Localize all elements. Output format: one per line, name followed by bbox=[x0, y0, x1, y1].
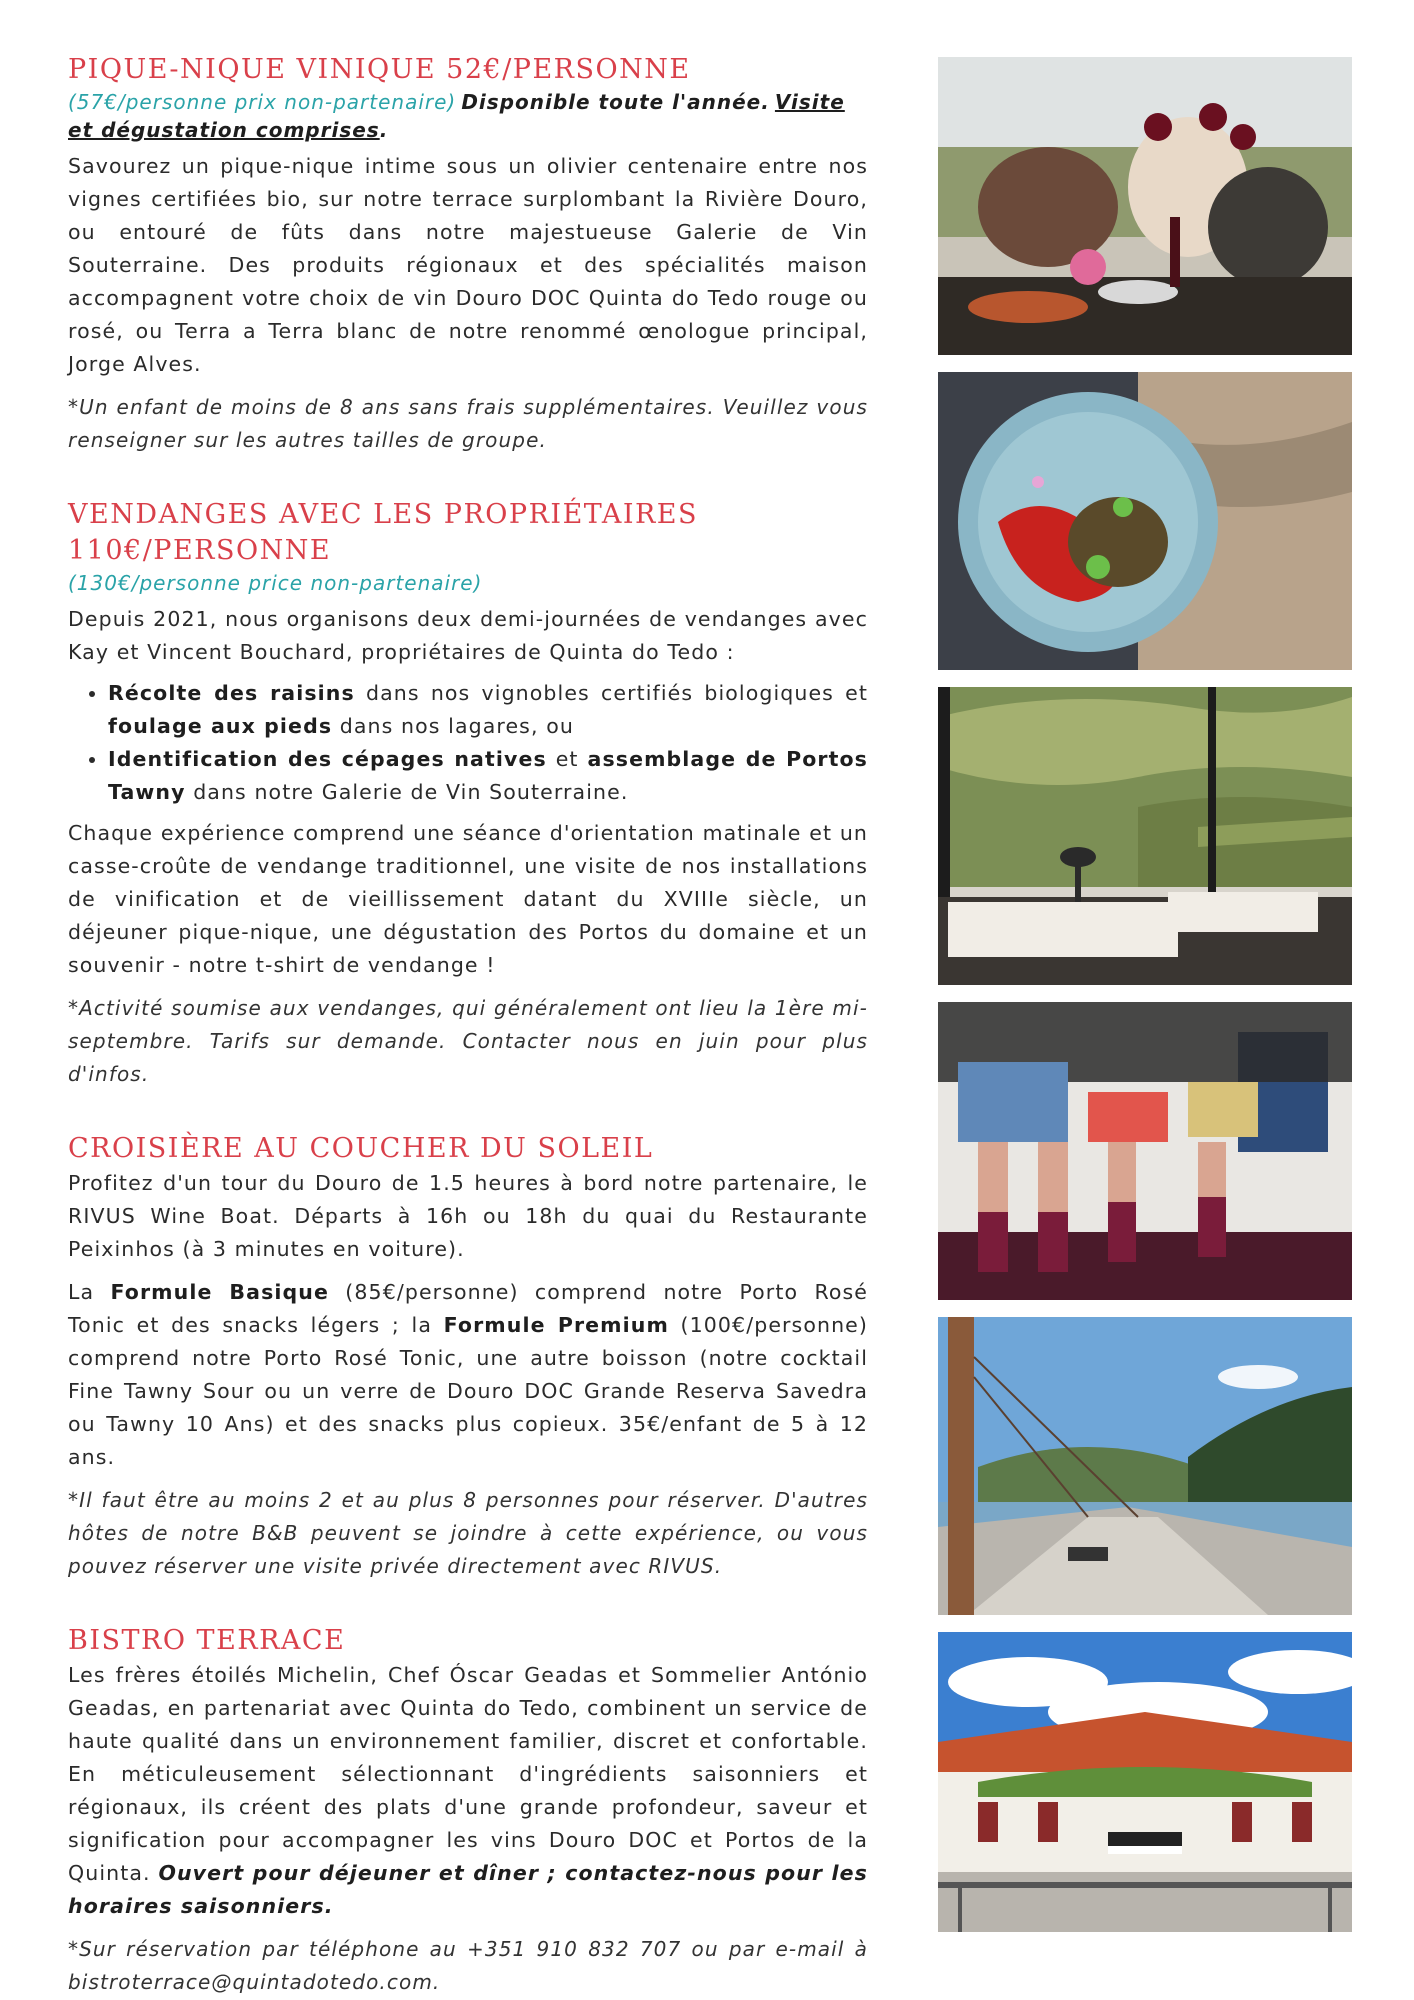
harvest-bullet-1-text-a: dans nos vignobles certifiés biologiques et bbox=[354, 681, 869, 705]
cruise-formula-basic: Formule Basique bbox=[110, 1280, 329, 1304]
section-bistro bbox=[68, 1623, 868, 1999]
harvest-bullet-1-bold-b: foulage aux pieds bbox=[108, 714, 333, 738]
harvest-bullet-1-bold-a: Récolte des raisins bbox=[108, 681, 355, 705]
bistro-note bbox=[68, 1933, 868, 1999]
bistro-email-link[interactable]: bistroterrace@quintadotedo.com bbox=[68, 1970, 433, 1994]
bistro-hours: Ouvert pour déjeuner et dîner ; contactez-nous pour les horaires saisonniers. bbox=[68, 1861, 868, 1918]
harvest-bullet-2-bold-a: Identification des cépages natives bbox=[108, 747, 547, 771]
bistro-body bbox=[68, 1659, 868, 1923]
picnic-title: PIQUE-NIQUE VINIQUE 52€/PERSONNE bbox=[68, 54, 691, 85]
shrimp-dish-image bbox=[938, 372, 1352, 670]
cruise-formulas-a: La bbox=[68, 1280, 111, 1304]
harvest-bullets bbox=[68, 677, 868, 809]
cruise-note: *Il faut être au moins 2 et au plus 8 personnes pour réserver. D'autres hôtes de notre B&B peuvent se joindre à cette expérience, ou vous pouvez réserver une visite privée directement avec RIVUS. bbox=[68, 1488, 868, 1578]
harvest-price-note: (130€/personne price non-partenaire) bbox=[68, 571, 483, 595]
text-column bbox=[68, 52, 868, 1999]
cruise-formula-premium: Formule Premium bbox=[443, 1313, 669, 1337]
harvest-note: *Activité soumise aux vendanges, qui généralement ont lieu la 1ère mi-septembre. Tarifs sur demande. Contacter nous en juin pour plus d'infos. bbox=[68, 996, 868, 1086]
photo-wine-boat bbox=[938, 1317, 1352, 1615]
cruise-intro: Profitez d'un tour du Douro de 1.5 heures à bord notre partenaire, le RIVUS Wine Boat. Départs à 16h ou 18h du quai du Restaurante Peixinhos (à 3 minutes en voiture). bbox=[68, 1171, 868, 1261]
section-picnic: PIQUE-NIQUE VINIQUE 52€/PERSONNE (57€/personne prix non-partenaire) Disponible toute l'année. Visite et dégustation comprises. Savourez un pique-nique intime sous un olivier centenaire entre nos vignes certifiées bio, sur notre terrace surplombant la Rivière Douro, ou entouré de fûts dans notre majestueuse Galerie de Vin Souterraine. Des produits régionaux et des spécialités maison accompagnent votre choix de vin Douro DOC Quinta do Tedo rouge ou rosé, ou Terra a Terra blanc de notre renommé œnologue principal, Jorge Alves. *Un enfant de moins de 8 ans sans frais supplémentaires. Veuillez vous renseigner sur les autres tailles de groupe. bbox=[68, 52, 868, 457]
bistro-note-a: *Sur réservation par téléphone au bbox=[68, 1937, 468, 1961]
section-cruise bbox=[68, 1131, 868, 1583]
harvest-bullet-2-bold-b: assemblage de Portos Tawny bbox=[108, 747, 868, 804]
bistro-note-b: ou par e-mail à bbox=[681, 1937, 869, 1961]
harvest-bullet-1-text-b: dans nos lagares, ou bbox=[332, 714, 574, 738]
harvest-body: Chaque expérience comprend une séance d'orientation matinale et un casse-croûte de vendange traditionnel, une visite de nos installations de vinification et de vieillissement datant du XVIIIe siècle, un déjeuner pique-nique, une dégustation des Portos du domaine et un souvenir - notre t-shirt de vendange ! bbox=[68, 821, 868, 977]
bistro-title: BISTRO TERRACE bbox=[68, 1625, 346, 1656]
wine-boat-image bbox=[938, 1317, 1352, 1615]
bistro-note-c: . bbox=[432, 1970, 441, 1994]
harvest-bullet-2-text-b: dans notre Galerie de Vin Souterraine. bbox=[185, 780, 629, 804]
cruise-formulas-b: (85€/personne) comprend notre Porto Rosé Tonic et des snacks légers ; la bbox=[68, 1280, 869, 1337]
photo-picnic-toast bbox=[938, 57, 1352, 355]
harvest-title-line1: VENDANGES AVEC LES PROPRIÉTAIRES bbox=[68, 499, 699, 530]
picnic-body: Savourez un pique-nique intime sous un olivier centenaire entre nos vignes certifiées bio, sur notre terrace surplombant la Rivière Douro, ou entouré de fûts dans notre majestueuse Galerie de Vin Souterraine. Des produits régionaux et des spécialités maison accompagnent votre choix de vin Douro DOC Quinta do Tedo rouge ou rosé, ou Terra a Terra blanc de notre renommé œnologue principal, Jorge Alves. bbox=[68, 154, 868, 376]
restaurant-view-image bbox=[938, 687, 1352, 985]
photo-restaurant-view bbox=[938, 687, 1352, 985]
cruise-title: CROISIÈRE AU COUCHER DU SOLEIL bbox=[68, 1133, 654, 1164]
grape-stomping-image bbox=[938, 1002, 1352, 1300]
picnic-price-note: (57€/personne prix non-partenaire) bbox=[68, 90, 457, 114]
cruise-formulas-c: (100€/personne) comprend notre Porto Rosé Tonic, une autre boisson (notre cocktail Fine Tawny Sour ou un verre de Douro DOC Grande Reserva Savedra ou Tawny 10 Ans) et des snacks plus copieux. 35€/enfant de 5 à 12 ans. bbox=[68, 1313, 868, 1469]
photo-courtyard bbox=[938, 1632, 1352, 1932]
bistro-body-text: Les frères étoilés Michelin, Chef Óscar Geadas et Sommelier António Geadas, en partenariat avec Quinta do Tedo, combinent un service de haute qualité dans un environnement familier, discret et confortable. En méticuleusement sélectionnant d'ingrédients saisonniers et régionaux, ils créent des plats d'une grande profondeur, saveur et signification pour accompagner les vins Douro DOC et Portos de la Quinta. bbox=[68, 1663, 868, 1885]
cruise-formulas bbox=[68, 1276, 868, 1474]
photo-grape-stomping bbox=[938, 1002, 1352, 1300]
picnic-note: *Un enfant de moins de 8 ans sans frais supplémentaires. Veuillez vous renseigner sur les autres tailles de groupe. bbox=[68, 395, 868, 452]
courtyard-image bbox=[938, 1632, 1352, 1932]
harvest-bullet-2-text-a: et bbox=[546, 747, 588, 771]
harvest-intro: Depuis 2021, nous organisons deux demi-journées de vendanges avec Kay et Vincent Bouchard, propriétaires de Quinta do Tedo : bbox=[68, 607, 868, 664]
photo-shrimp-dish bbox=[938, 372, 1352, 670]
picnic-availability: Disponible toute l'année. bbox=[461, 90, 770, 114]
bistro-phone-link[interactable]: +351 910 832 707 bbox=[467, 1937, 682, 1961]
picnic-included: Visite et dégustation comprises bbox=[68, 90, 845, 142]
picnic-toast-image bbox=[938, 57, 1352, 355]
harvest-bullet-2 bbox=[108, 743, 868, 809]
harvest-title-line2: 110€/PERSONNE bbox=[68, 535, 332, 566]
harvest-bullet-1 bbox=[108, 677, 868, 743]
harvest-title bbox=[68, 497, 868, 569]
section-harvest bbox=[68, 497, 868, 1091]
